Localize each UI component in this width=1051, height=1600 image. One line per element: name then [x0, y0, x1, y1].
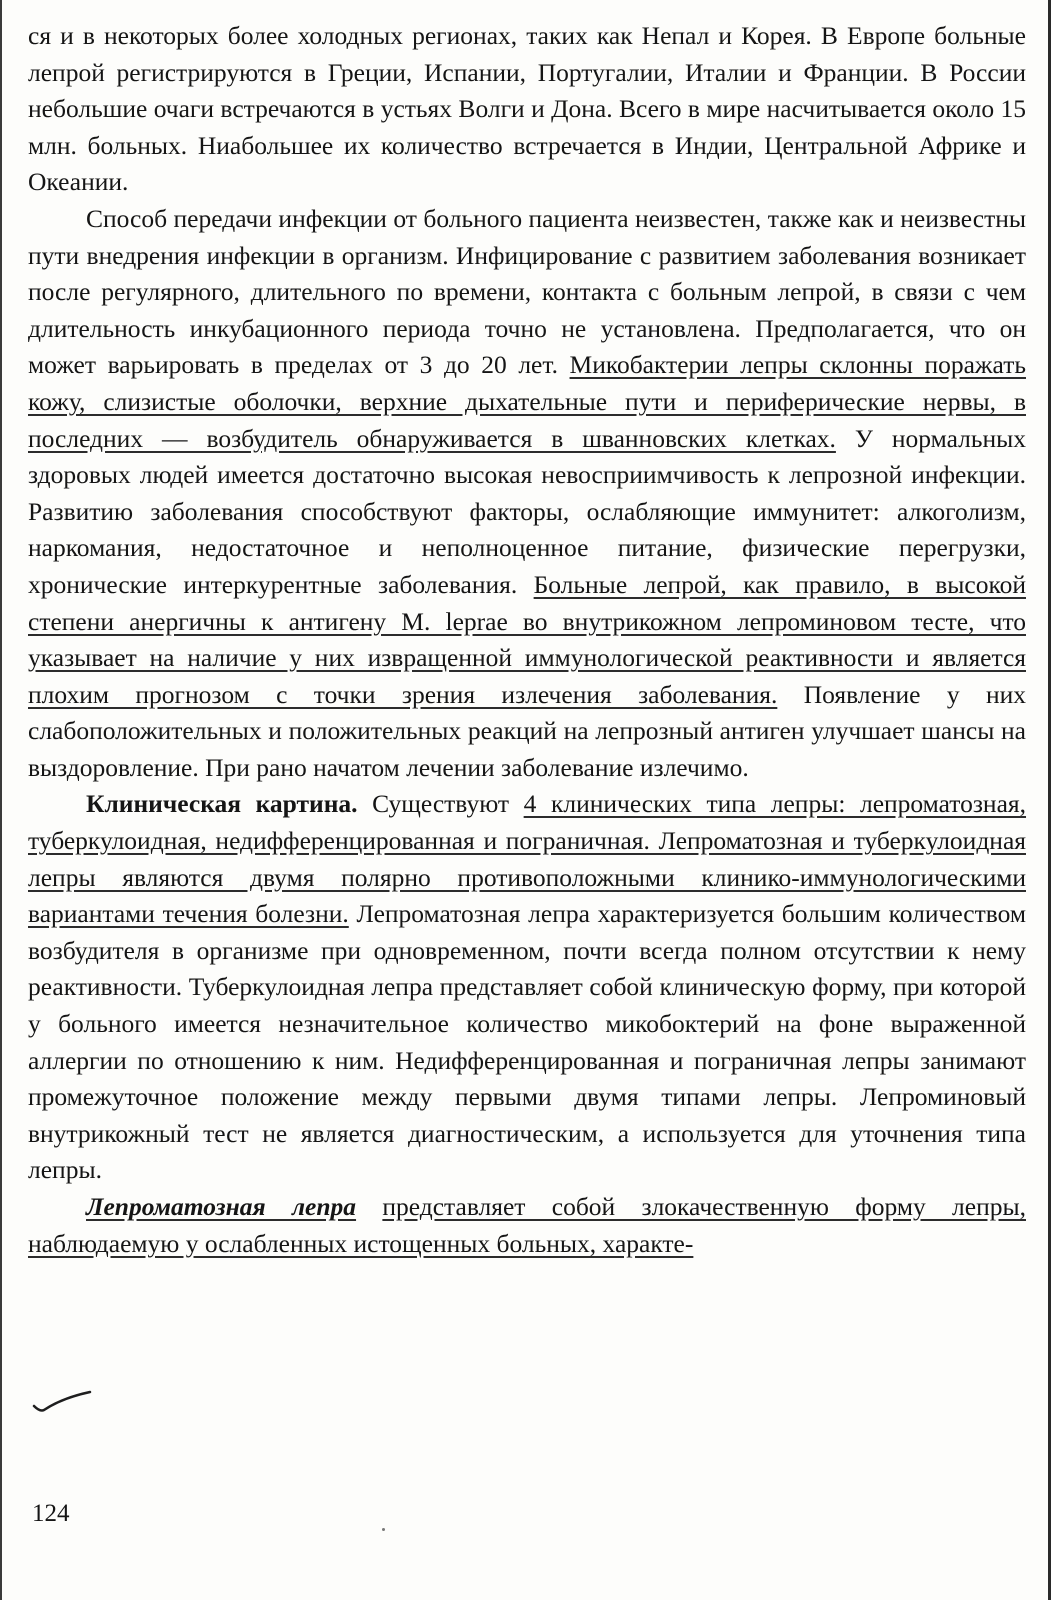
text-span: Появление у них слабоположительных и положительных реакций на лепрозный антиген улучшает шансы на выздоровление. При рано начатом лечении заболевание излечимо. [28, 679, 1026, 782]
text-span: Лепроматозная лепра характеризуется большим количеством возбудителя в организме при одновременном, почти всегда полном отсутствии к нему реактивности. Туберкулоидная лепра представляет собой клиническую форму, при которой у больного имеется незначительное количество микобоктерий на фоне выраженной аллергии по отношению к ним. Недифференцированная и пограничная лепры занимают промежуточное положение между первыми двумя типами лепры. Лепроминовый внутрикожный тест не является диагностическим, а используется для уточнения типа лепры. [28, 899, 1026, 1185]
page-body [28, 18, 1026, 1262]
checkmark-annotation-icon [32, 1388, 92, 1414]
paragraph-transmission [28, 201, 1026, 787]
paragraph-geography [28, 18, 1026, 201]
text-span [356, 1192, 382, 1221]
scan-speck [382, 1528, 385, 1531]
underlined-passage: 4 клинических типа лепры: лепроматозная, туберкулоидная, недифференцированная и пограничная. Лепроматозная и туберкулоидная лепры являются двумя полярно противоположными клинико-иммунологическими вариантами течения болезни. [28, 789, 1027, 929]
underlined-passage: представляет собой злокачественную форму лепры, наблюдаемую у ослабленных истощенных больных, характе- [28, 1192, 1026, 1258]
text-span: У нормальных здоровых людей имеется достаточно высокая невосприимчивость к лепрозной инфекции. Развитию заболевания способствуют факторы, ослабляющие иммунитет: алкоголизм, наркомания, недостаточное и неполноценное питание, физические перегрузки, хронические интеркурентные заболевания. [28, 423, 1026, 599]
term-heading: Лепроматозная лепра [86, 1192, 357, 1221]
paragraph-lepromatous [28, 1189, 1026, 1262]
text-span: Существуют [357, 789, 524, 819]
underlined-passage: Микобактерии лепры склонны поражать кожу, слизистые оболочки, верхние дыхательные пути и периферические нервы, в последних — возбудитель обнаруживается в шванновских клетках. [28, 350, 1026, 453]
text-span: Способ передачи инфекции от больного пациента неизвестен, также как и неизвестны пути внедрения инфекции в организм. Инфицирование с развитием заболевания возникает после регулярного, длительного по времени, контакта с больным лепрой, в связи с чем длительность инкубационного периода точно не установлена. Предполагается, что он может варьировать в пределах от 3 до 20 лет. [28, 203, 1026, 380]
section-heading: Клиническая картина. [86, 789, 358, 819]
paragraph-clinical-picture [28, 786, 1026, 1189]
text-span: ся и в некоторых более холодных регионах, таких как Непал и Корея. В Европе больные лепрой регистрируются в Греции, Испании, Португалии, Италии и Франции. В России небольшие очаги встречаются в устьях Волги и Дона. Всего в мире насчитывается около 15 млн. больных. Ниабольшее их количество встречается в Индии, Центральной Африке и Океании. [28, 21, 1026, 197]
page-number: 124 [32, 1500, 70, 1527]
underlined-passage: Больные лепрой, как правило, в высокой степени анергичны к антигену M. leprae во внутрикожном лепроминовом тесте, что указывает на наличие у них извращенной иммунологической реактивности и является плохим прогнозом с точки зрения излечения заболевания. [28, 569, 1026, 709]
